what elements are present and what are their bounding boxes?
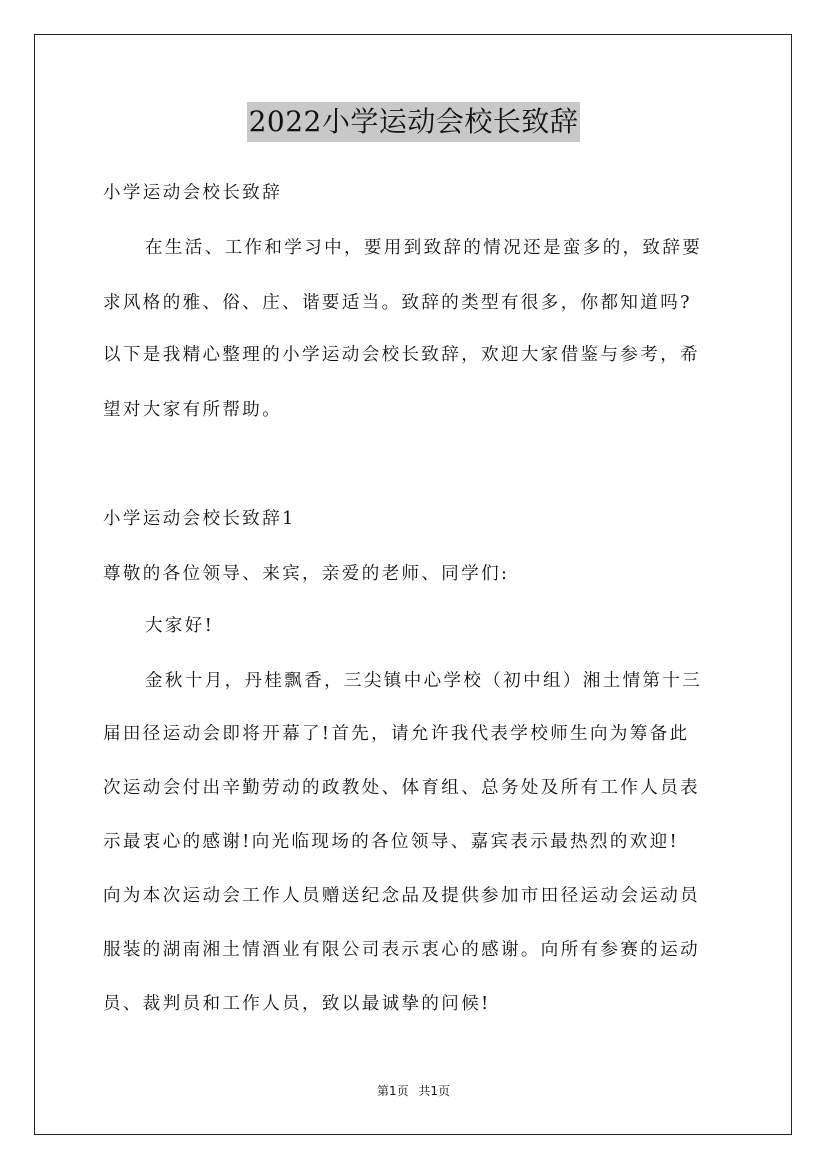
body-line-7: 员、裁判员和工作人员，致以最诚挚的问候! bbox=[103, 994, 491, 1014]
title-container bbox=[0, 102, 827, 142]
intro-line-4: 望对大家有所帮助。 bbox=[103, 400, 283, 420]
greeting: 大家好! bbox=[145, 616, 215, 636]
page-total: 共1页 bbox=[418, 1084, 451, 1098]
body-line-6: 服装的湖南湘土情酒业有限公司表示衷心的感谢。向所有参赛的运动 bbox=[103, 940, 700, 960]
subtitle: 小学运动会校长致辞 bbox=[103, 183, 283, 203]
body-line-5: 向为本次运动会工作人员赠送纪念品及提供参加市田径运动会运动员 bbox=[103, 886, 700, 906]
section-heading: 小学运动会校长致辞1 bbox=[103, 509, 296, 529]
body-line-4: 示最衷心的感谢!向光临现场的各位领导、嘉宾表示最热烈的欢迎! bbox=[103, 832, 680, 852]
page-footer bbox=[0, 1083, 827, 1099]
document-title: 2022小学运动会校长致辞 bbox=[247, 102, 581, 142]
body-line-1: 金秋十月，丹桂飘香，三尖镇中心学校（初中组）湘土情第十三 bbox=[145, 671, 703, 691]
body-line-3: 次运动会付出辛勤劳动的政教处、体育组、总务处及所有工作人员表 bbox=[103, 778, 700, 798]
body-line-2: 届田径运动会即将开幕了!首先，请允许我代表学校师生向为筹备此 bbox=[103, 724, 690, 744]
intro-line-3: 以下是我精心整理的小学运动会校长致辞，欢迎大家借鉴与参考，希 bbox=[103, 345, 700, 365]
intro-line-1: 在生活、工作和学习中，要用到致辞的情况还是蛮多的，致辞要 bbox=[145, 238, 703, 258]
page-number: 第1页 bbox=[376, 1084, 409, 1098]
intro-line-2: 求风格的雅、俗、庄、谐要适当。致辞的类型有很多，你都知道吗? bbox=[103, 293, 692, 313]
salutation: 尊敬的各位领导、来宾，亲爱的老师、同学们: bbox=[103, 564, 510, 584]
